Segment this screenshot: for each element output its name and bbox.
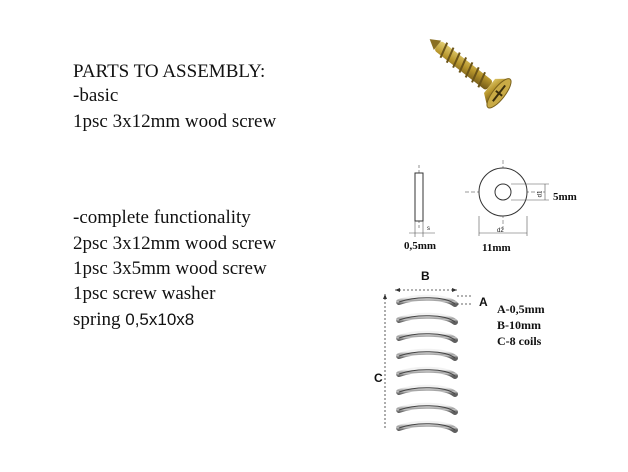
complete-item: 1psc screw washer <box>73 283 216 304</box>
parts-heading: PARTS TO ASSEMBLY: <box>73 61 266 82</box>
spring-dim-c: C-8 coils <box>497 334 542 348</box>
spring-item <box>73 310 194 329</box>
complete-item: 2psc 3x12mm wood screw <box>73 233 277 254</box>
washer-thickness-label: 0,5mm <box>404 240 437 252</box>
spring-a-label: A <box>479 295 488 309</box>
spring-dim-b: B-10mm <box>497 318 541 332</box>
washer-d1-label: d1 <box>537 190 544 198</box>
washer-front-view <box>465 160 555 240</box>
spring-dim-a: A-0,5mm <box>497 302 545 316</box>
washer-d2-label: d2 <box>497 228 504 234</box>
spring-image <box>365 268 485 468</box>
washer-diameter-label: 11mm <box>482 242 511 254</box>
spring-prefix: spring <box>73 309 121 330</box>
basic-label: -basic <box>73 85 119 106</box>
spring-value: 0,5x10x8 <box>125 310 195 329</box>
spring-b-label: B <box>421 269 430 283</box>
washer-side-view <box>395 165 455 245</box>
complete-item: 1psc 3x5mm wood screw <box>73 258 267 279</box>
complete-label: -complete functionality <box>73 207 251 228</box>
wood-screw-image <box>418 28 528 118</box>
basic-item: 1psc 3x12mm wood screw <box>73 111 277 132</box>
washer-s-label: s <box>427 226 430 232</box>
washer-hole-label: 5mm <box>553 191 577 203</box>
spring-c-label: C <box>374 371 383 385</box>
